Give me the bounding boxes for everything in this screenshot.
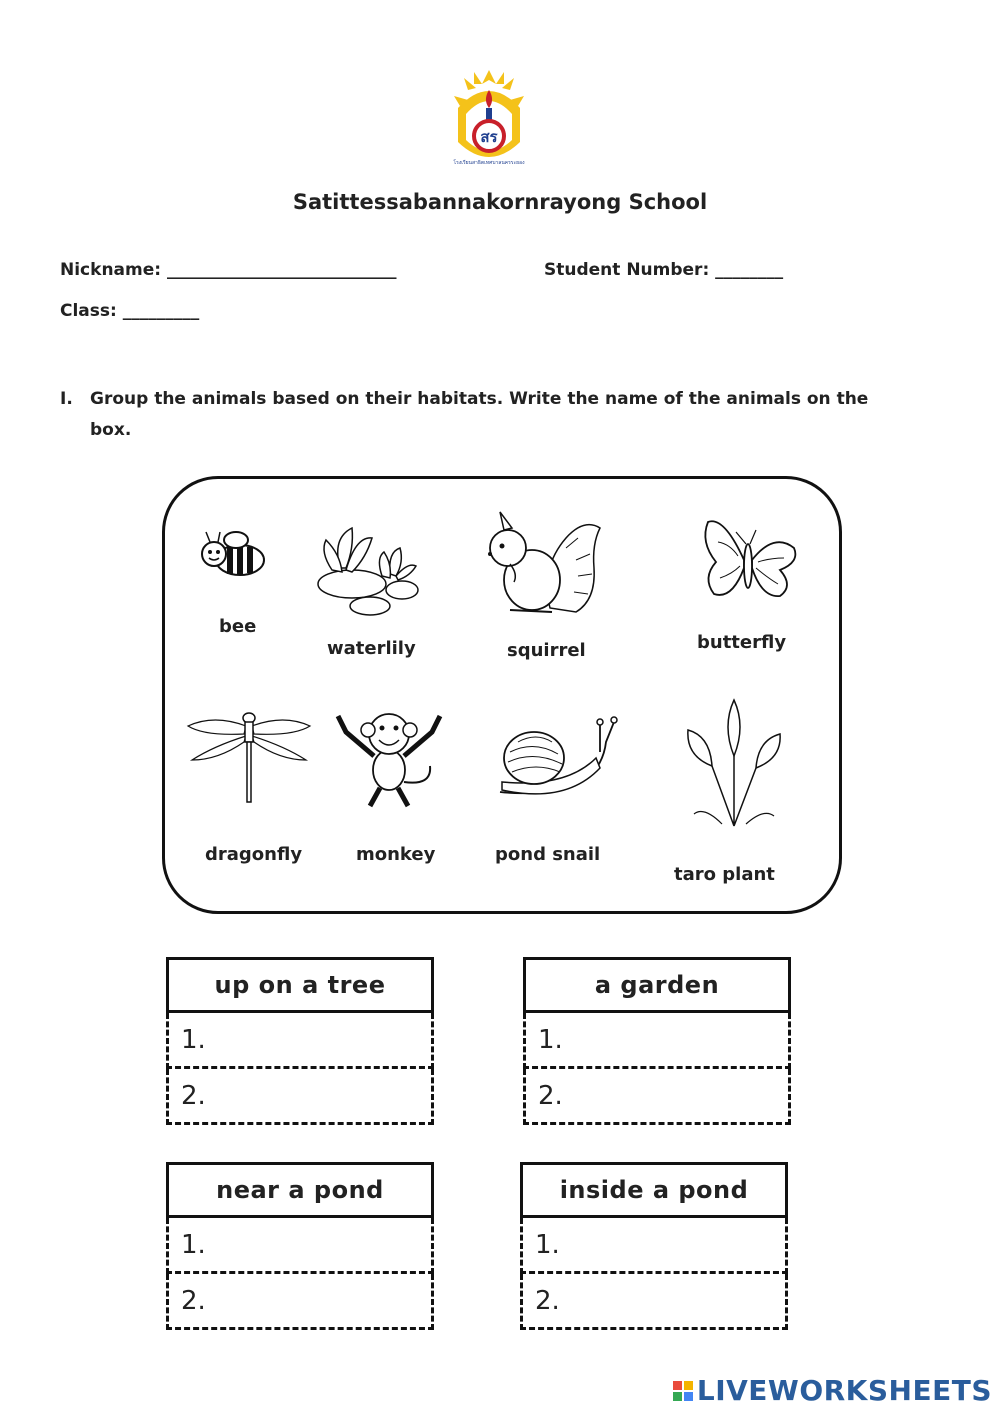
item-label-waterlily: waterlily — [327, 638, 416, 659]
liveworksheets-logo-icon — [673, 1381, 693, 1401]
item-label-butterfly: butterfly — [697, 632, 787, 653]
item-label-monkey: monkey — [356, 844, 436, 865]
instruction-text: Group the animals based on their habitats. Write the name of the animals on the box. — [90, 389, 869, 440]
instruction — [60, 384, 910, 446]
habitat-title: up on a tree — [166, 957, 434, 1013]
instruction-number: I. — [60, 389, 73, 409]
answer-row[interactable]: 2. — [523, 1069, 791, 1125]
answer-row[interactable]: 1. — [166, 1013, 434, 1069]
waterlily-icon — [312, 518, 420, 618]
habitat-box-inside-a-pond — [520, 1162, 788, 1330]
answer-row[interactable]: 2. — [520, 1274, 788, 1330]
monkey-icon — [332, 706, 446, 812]
habitat-box-near-a-pond — [166, 1162, 434, 1330]
habitat-title: a garden — [523, 957, 791, 1013]
answer-row[interactable]: 1. — [166, 1218, 434, 1274]
squirrel-icon — [480, 508, 604, 622]
class-field[interactable]: Class: _________ — [60, 301, 200, 321]
school-name: Satittessabannakornrayong School — [292, 190, 708, 214]
habitat-box-up-on-a-tree — [166, 957, 434, 1125]
answer-row[interactable]: 2. — [166, 1274, 434, 1330]
item-label-squirrel: squirrel — [507, 640, 586, 661]
svg-text:โรงเรียนสาธิตเทศบาลนครระยอง: โรงเรียนสาธิตเทศบาลนครระยอง — [453, 160, 525, 166]
answer-row[interactable]: 1. — [523, 1013, 791, 1069]
liveworksheets-brand[interactable] — [673, 1374, 992, 1407]
habitat-title: inside a pond — [520, 1162, 788, 1218]
svg-text:สร: สร — [480, 128, 498, 146]
butterfly-icon — [694, 512, 804, 606]
item-label-bee: bee — [219, 616, 257, 637]
brand-text: LIVEWORKSHEETS — [696, 1374, 992, 1407]
habitat-box-a-garden — [523, 957, 791, 1125]
nickname-field[interactable]: Nickname: ___________________________ — [60, 260, 397, 280]
school-emblem-logo — [450, 68, 528, 178]
habitat-title: near a pond — [166, 1162, 434, 1218]
answer-row[interactable]: 1. — [520, 1218, 788, 1274]
student-number-field[interactable]: Student Number: ________ — [544, 260, 784, 280]
dragonfly-icon — [184, 708, 314, 806]
taro-plant-icon — [682, 696, 786, 828]
item-label-pond-snail: pond snail — [495, 844, 601, 865]
bee-icon — [196, 528, 270, 580]
answer-row[interactable]: 2. — [166, 1069, 434, 1125]
snail-icon — [496, 712, 622, 804]
item-label-dragonfly: dragonfly — [205, 844, 303, 865]
item-label-taro-plant: taro plant — [674, 864, 775, 885]
